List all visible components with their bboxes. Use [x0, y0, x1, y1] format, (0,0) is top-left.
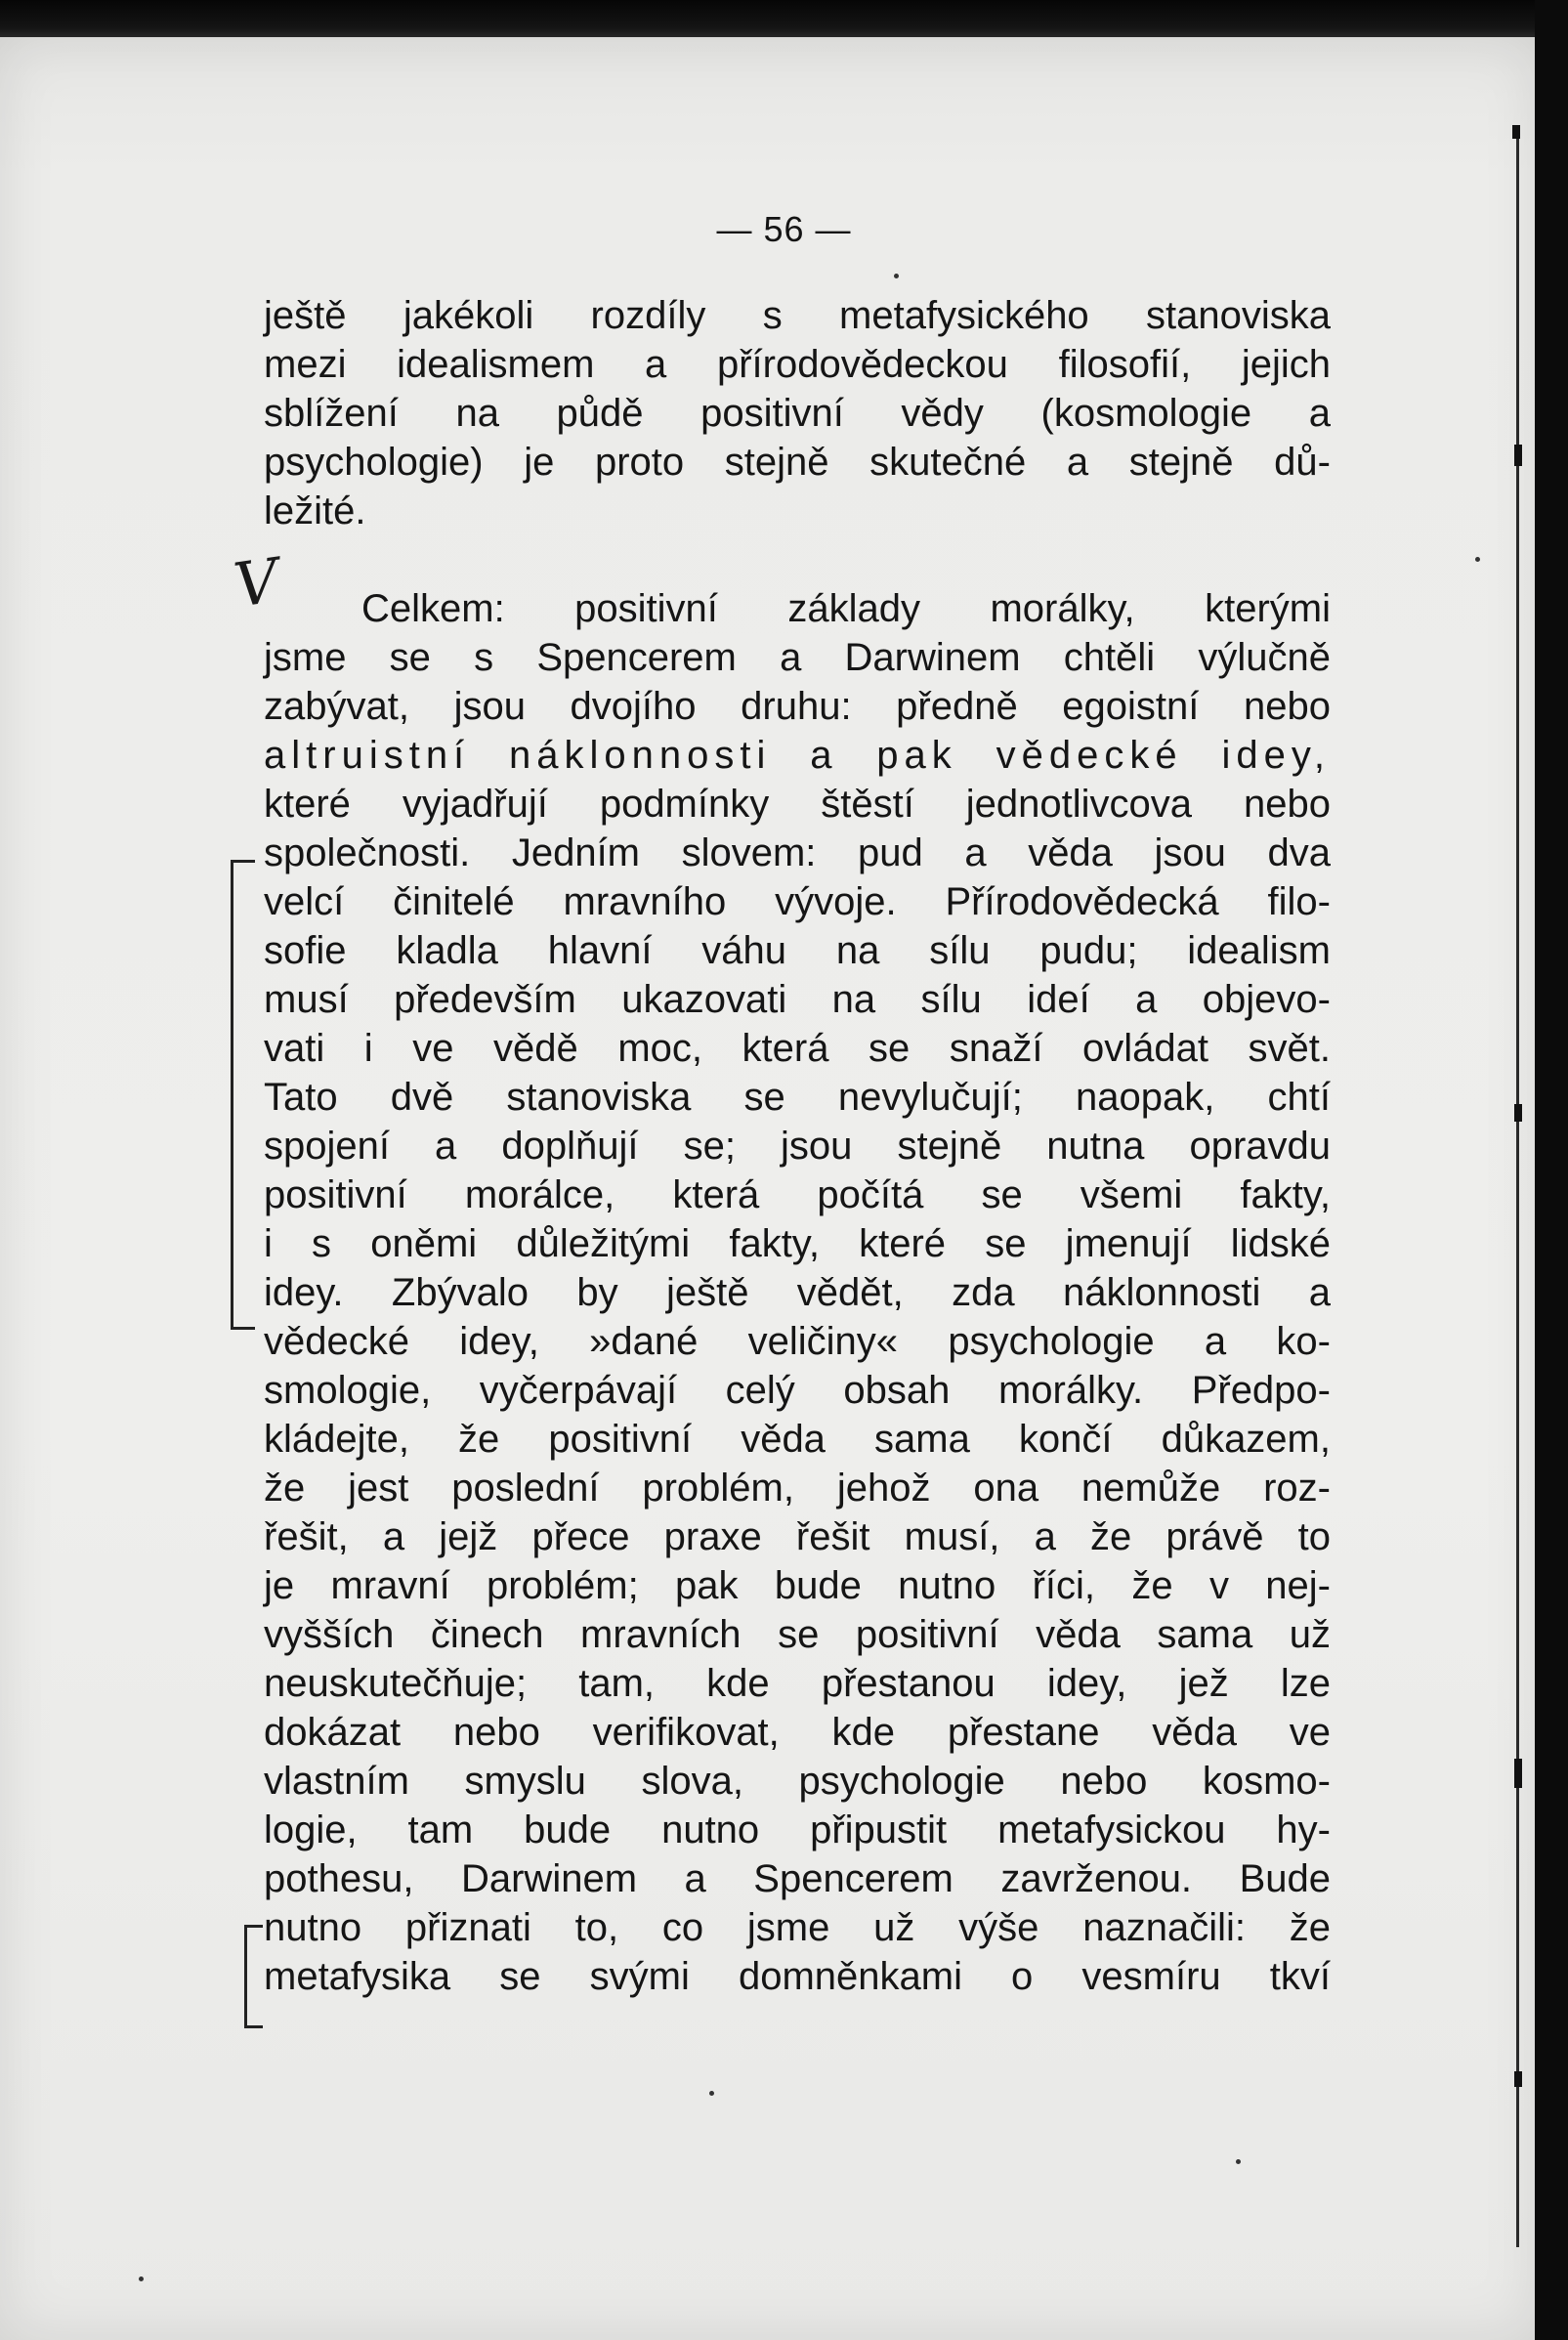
text-line: ležité. [264, 489, 366, 532]
text-line: neuskutečňuje; tam, kde přestanou idey, jež lze [264, 1662, 1331, 1705]
text-line: logie, tam bude nutno připustit metafysickou hy- [264, 1808, 1331, 1851]
speck [139, 2276, 144, 2281]
edge-mark [1514, 1104, 1522, 1122]
speck [894, 274, 899, 278]
text-line: metafysika se svými domněnkami o vesmíru tkví [264, 1955, 1331, 1998]
edge-mark [1514, 2071, 1522, 2087]
text-line: vlastním smyslu slova, psychologie nebo kosmo- [264, 1760, 1331, 1803]
text-line: společnosti. Jedním slovem: pud a věda jsou dva [264, 831, 1331, 874]
text-line: je mravní problém; pak bude nutno říci, že v nej- [264, 1564, 1331, 1607]
text-line: musí především ukazovati na sílu ideí a objevo- [264, 978, 1331, 1021]
text-line: dokázat nebo verifikovat, kde přestane věda ve [264, 1711, 1331, 1754]
text-line: smologie, vyčerpávají celý obsah morálky. Předpo- [264, 1369, 1331, 1412]
margin-bracket [231, 860, 255, 1330]
text-line: spojení a doplňují se; jsou stejně nutna opravdu [264, 1125, 1331, 1168]
edge-mark [1514, 1759, 1522, 1788]
speck [1236, 2159, 1241, 2164]
text-line: řešit, a jejž přece praxe řešit musí, a že právě to [264, 1515, 1331, 1558]
text-line: vědecké idey, »dané veličiny« psychologie a ko- [264, 1320, 1331, 1363]
text-line: positivní morálce, která počítá se všemi fakty, [264, 1173, 1331, 1216]
text-line: mezi idealismem a přírodovědeckou filosofií, jejich [264, 343, 1331, 386]
text-line: ještě jakékoli rozdíly s metafysického stanoviska [264, 294, 1331, 337]
text-line: Tato dvě stanoviska se nevylučují; naopak, chtí [264, 1076, 1331, 1119]
text-line: sofie kladla hlavní váhu na sílu pudu; idealism [264, 929, 1331, 972]
speck [709, 2091, 714, 2096]
text-line: sblížení na půdě positivní vědy (kosmologie a [264, 392, 1331, 435]
text-line: psychologie) je proto stejně skutečné a stejně dů- [264, 441, 1331, 484]
speck [1475, 557, 1480, 562]
text-line: zabývat, jsou dvojího druhu: předně egoistní nebo [264, 685, 1331, 728]
text-line: vyšších činech mravních se positivní věda sama už [264, 1613, 1331, 1656]
page-number: — 56 — [716, 209, 852, 249]
text-line: idey. Zbývalo by ještě vědět, zda náklonnosti a [264, 1271, 1331, 1314]
scan-top-border [0, 0, 1568, 39]
paragraph-first-line: Celkem: positivní základy morálky, kterými [361, 587, 1331, 630]
text-line: které vyjadřují podmínky štěstí jednotlivcova nebo [264, 783, 1331, 826]
text-line: velcí činitelé mravního vývoje. Přírodovědecká filo- [264, 880, 1331, 923]
scan-right-border [1535, 0, 1568, 2340]
text-line: vati i ve vědě moc, která se snaží ovládat svět. [264, 1027, 1331, 1070]
text-line: i s oněmi důležitými fakty, které se jmenují lidské [264, 1222, 1331, 1265]
text-line: kládejte, že positivní věda sama končí důkazem, [264, 1418, 1331, 1461]
edge-mark [1514, 445, 1522, 466]
margin-bracket [244, 1925, 263, 2028]
text-line: nutno přiznati to, co jsme už výše naznačili: že [264, 1906, 1331, 1949]
text-line: pothesu, Darwinem a Spencerem zavrženou. Bude [264, 1857, 1331, 1900]
text-line: jsme se s Spencerem a Darwinem chtěli výlučně [264, 636, 1331, 679]
margin-check-mark: V [230, 544, 283, 621]
edge-mark [1512, 125, 1520, 139]
text-line: altruistní náklonnosti a pak vědecké idey, [264, 734, 1331, 777]
text-line: že jest poslední problém, jehož ona nemůže roz- [264, 1467, 1331, 1510]
